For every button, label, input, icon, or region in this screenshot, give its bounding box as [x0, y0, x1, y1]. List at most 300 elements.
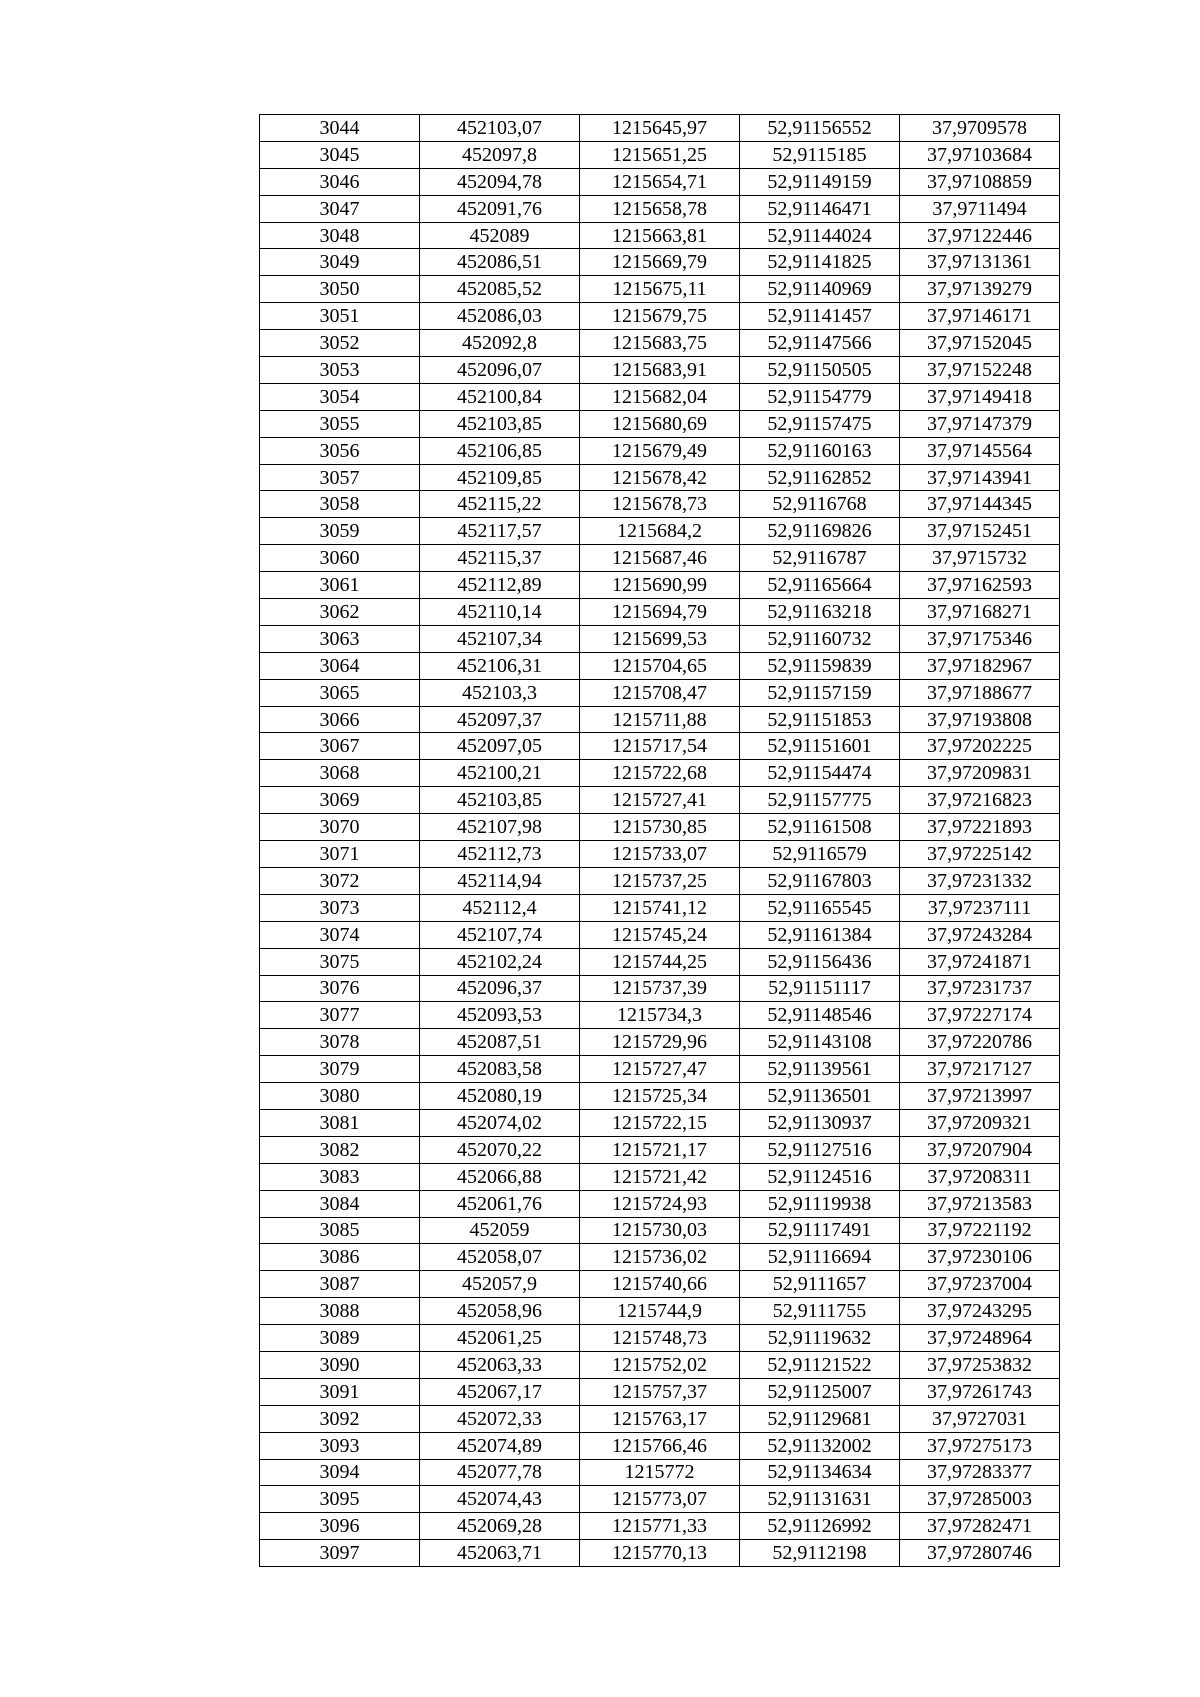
longitude-cell: 37,97283377 — [900, 1459, 1060, 1486]
longitude-cell: 37,97275173 — [900, 1432, 1060, 1459]
y-coordinate-cell: 1215682,04 — [580, 383, 740, 410]
y-coordinate-cell: 1215678,42 — [580, 464, 740, 491]
x-coordinate-cell: 452115,37 — [420, 545, 580, 572]
latitude-cell: 52,91134634 — [740, 1459, 900, 1486]
x-coordinate-cell: 452080,19 — [420, 1083, 580, 1110]
longitude-cell: 37,97221192 — [900, 1217, 1060, 1244]
latitude-cell: 52,91141457 — [740, 303, 900, 330]
x-coordinate-cell: 452092,8 — [420, 330, 580, 357]
y-coordinate-cell: 1215733,07 — [580, 841, 740, 868]
x-coordinate-cell: 452063,33 — [420, 1351, 580, 1378]
table-row — [260, 975, 1060, 1002]
x-coordinate-cell: 452087,51 — [420, 1029, 580, 1056]
x-coordinate-cell: 452083,58 — [420, 1056, 580, 1083]
point-number-cell: 3075 — [260, 948, 420, 975]
x-coordinate-cell: 452058,96 — [420, 1298, 580, 1325]
x-coordinate-cell: 452107,34 — [420, 625, 580, 652]
longitude-cell: 37,97207904 — [900, 1136, 1060, 1163]
latitude-cell: 52,91141825 — [740, 249, 900, 276]
latitude-cell: 52,91148546 — [740, 1002, 900, 1029]
point-number-cell: 3094 — [260, 1459, 420, 1486]
point-number-cell: 3054 — [260, 383, 420, 410]
table-row — [260, 760, 1060, 787]
latitude-cell: 52,91117491 — [740, 1217, 900, 1244]
y-coordinate-cell: 1215748,73 — [580, 1325, 740, 1352]
point-number-cell: 3052 — [260, 330, 420, 357]
x-coordinate-cell: 452110,14 — [420, 599, 580, 626]
table-row — [260, 1298, 1060, 1325]
y-coordinate-cell: 1215717,54 — [580, 733, 740, 760]
point-number-cell: 3046 — [260, 168, 420, 195]
x-coordinate-cell: 452100,21 — [420, 760, 580, 787]
y-coordinate-cell: 1215721,17 — [580, 1136, 740, 1163]
latitude-cell: 52,91160163 — [740, 437, 900, 464]
longitude-cell: 37,97147379 — [900, 410, 1060, 437]
latitude-cell: 52,9116768 — [740, 491, 900, 518]
point-number-cell: 3097 — [260, 1540, 420, 1567]
table-row — [260, 518, 1060, 545]
y-coordinate-cell: 1215678,73 — [580, 491, 740, 518]
point-number-cell: 3090 — [260, 1351, 420, 1378]
point-number-cell: 3066 — [260, 706, 420, 733]
longitude-cell: 37,97188677 — [900, 679, 1060, 706]
table-row — [260, 1351, 1060, 1378]
longitude-cell: 37,97209831 — [900, 760, 1060, 787]
longitude-cell: 37,97253832 — [900, 1351, 1060, 1378]
y-coordinate-cell: 1215729,96 — [580, 1029, 740, 1056]
table-row — [260, 491, 1060, 518]
point-number-cell: 3091 — [260, 1378, 420, 1405]
y-coordinate-cell: 1215752,02 — [580, 1351, 740, 1378]
longitude-cell: 37,97227174 — [900, 1002, 1060, 1029]
y-coordinate-cell: 1215645,97 — [580, 115, 740, 142]
table-row — [260, 437, 1060, 464]
y-coordinate-cell: 1215772 — [580, 1459, 740, 1486]
longitude-cell: 37,97145564 — [900, 437, 1060, 464]
latitude-cell: 52,91167803 — [740, 867, 900, 894]
longitude-cell: 37,97282471 — [900, 1513, 1060, 1540]
point-number-cell: 3061 — [260, 572, 420, 599]
longitude-cell: 37,97208311 — [900, 1163, 1060, 1190]
table-row — [260, 1540, 1060, 1567]
point-number-cell: 3088 — [260, 1298, 420, 1325]
point-number-cell: 3058 — [260, 491, 420, 518]
point-number-cell: 3069 — [260, 787, 420, 814]
point-number-cell: 3080 — [260, 1083, 420, 1110]
table-row — [260, 249, 1060, 276]
latitude-cell: 52,91149159 — [740, 168, 900, 195]
x-coordinate-cell: 452094,78 — [420, 168, 580, 195]
y-coordinate-cell: 1215744,9 — [580, 1298, 740, 1325]
point-number-cell: 3063 — [260, 625, 420, 652]
latitude-cell: 52,91157775 — [740, 787, 900, 814]
table-row — [260, 1163, 1060, 1190]
longitude-cell: 37,97217127 — [900, 1056, 1060, 1083]
point-number-cell: 3077 — [260, 1002, 420, 1029]
y-coordinate-cell: 1215725,34 — [580, 1083, 740, 1110]
table-row — [260, 1325, 1060, 1352]
table-row — [260, 814, 1060, 841]
latitude-cell: 52,91131631 — [740, 1486, 900, 1513]
point-number-cell: 3064 — [260, 652, 420, 679]
longitude-cell: 37,97243284 — [900, 921, 1060, 948]
point-number-cell: 3095 — [260, 1486, 420, 1513]
longitude-cell: 37,97237111 — [900, 894, 1060, 921]
x-coordinate-cell: 452103,85 — [420, 787, 580, 814]
longitude-cell: 37,97241871 — [900, 948, 1060, 975]
point-number-cell: 3082 — [260, 1136, 420, 1163]
table-row — [260, 1378, 1060, 1405]
y-coordinate-cell: 1215734,3 — [580, 1002, 740, 1029]
x-coordinate-cell: 452066,88 — [420, 1163, 580, 1190]
table-row — [260, 141, 1060, 168]
latitude-cell: 52,91146471 — [740, 195, 900, 222]
x-coordinate-cell: 452103,07 — [420, 115, 580, 142]
y-coordinate-cell: 1215699,53 — [580, 625, 740, 652]
latitude-cell: 52,9116579 — [740, 841, 900, 868]
longitude-cell: 37,97220786 — [900, 1029, 1060, 1056]
table-row — [260, 625, 1060, 652]
latitude-cell: 52,91119632 — [740, 1325, 900, 1352]
x-coordinate-cell: 452091,76 — [420, 195, 580, 222]
table-row — [260, 222, 1060, 249]
latitude-cell: 52,91161384 — [740, 921, 900, 948]
table-row — [260, 410, 1060, 437]
x-coordinate-cell: 452115,22 — [420, 491, 580, 518]
point-number-cell: 3056 — [260, 437, 420, 464]
point-number-cell: 3050 — [260, 276, 420, 303]
latitude-cell: 52,91140969 — [740, 276, 900, 303]
longitude-cell: 37,97243295 — [900, 1298, 1060, 1325]
latitude-cell: 52,9111755 — [740, 1298, 900, 1325]
x-coordinate-cell: 452061,76 — [420, 1190, 580, 1217]
point-number-cell: 3076 — [260, 975, 420, 1002]
x-coordinate-cell: 452114,94 — [420, 867, 580, 894]
table-row — [260, 1109, 1060, 1136]
point-number-cell: 3096 — [260, 1513, 420, 1540]
y-coordinate-cell: 1215771,33 — [580, 1513, 740, 1540]
table-row — [260, 1405, 1060, 1432]
y-coordinate-cell: 1215679,75 — [580, 303, 740, 330]
y-coordinate-cell: 1215741,12 — [580, 894, 740, 921]
longitude-cell: 37,97231737 — [900, 975, 1060, 1002]
point-number-cell: 3057 — [260, 464, 420, 491]
latitude-cell: 52,91154474 — [740, 760, 900, 787]
point-number-cell: 3047 — [260, 195, 420, 222]
x-coordinate-cell: 452097,37 — [420, 706, 580, 733]
point-number-cell: 3070 — [260, 814, 420, 841]
table-row — [260, 1486, 1060, 1513]
table-row — [260, 894, 1060, 921]
longitude-cell: 37,97143941 — [900, 464, 1060, 491]
x-coordinate-cell: 452067,17 — [420, 1378, 580, 1405]
longitude-cell: 37,97152248 — [900, 357, 1060, 384]
x-coordinate-cell: 452103,3 — [420, 679, 580, 706]
point-number-cell: 3084 — [260, 1190, 420, 1217]
latitude-cell: 52,91125007 — [740, 1378, 900, 1405]
latitude-cell: 52,91129681 — [740, 1405, 900, 1432]
y-coordinate-cell: 1215740,66 — [580, 1271, 740, 1298]
longitude-cell: 37,97131361 — [900, 249, 1060, 276]
point-number-cell: 3045 — [260, 141, 420, 168]
table-row — [260, 1190, 1060, 1217]
latitude-cell: 52,91147566 — [740, 330, 900, 357]
latitude-cell: 52,91136501 — [740, 1083, 900, 1110]
latitude-cell: 52,91165664 — [740, 572, 900, 599]
table-row — [260, 357, 1060, 384]
y-coordinate-cell: 1215683,75 — [580, 330, 740, 357]
x-coordinate-cell: 452106,31 — [420, 652, 580, 679]
table-row — [260, 867, 1060, 894]
table-row — [260, 679, 1060, 706]
x-coordinate-cell: 452096,07 — [420, 357, 580, 384]
point-number-cell: 3051 — [260, 303, 420, 330]
longitude-cell: 37,97213997 — [900, 1083, 1060, 1110]
x-coordinate-cell: 452097,8 — [420, 141, 580, 168]
latitude-cell: 52,91162852 — [740, 464, 900, 491]
point-number-cell: 3068 — [260, 760, 420, 787]
table-row — [260, 1244, 1060, 1271]
latitude-cell: 52,91150505 — [740, 357, 900, 384]
longitude-cell: 37,97231332 — [900, 867, 1060, 894]
y-coordinate-cell: 1215727,47 — [580, 1056, 740, 1083]
latitude-cell: 52,91132002 — [740, 1432, 900, 1459]
latitude-cell: 52,91127516 — [740, 1136, 900, 1163]
x-coordinate-cell: 452097,05 — [420, 733, 580, 760]
table-row — [260, 303, 1060, 330]
table-row — [260, 545, 1060, 572]
point-number-cell: 3053 — [260, 357, 420, 384]
latitude-cell: 52,91161508 — [740, 814, 900, 841]
table-row — [260, 572, 1060, 599]
table-row — [260, 1056, 1060, 1083]
table-row — [260, 652, 1060, 679]
x-coordinate-cell: 452069,28 — [420, 1513, 580, 1540]
latitude-cell: 52,9116787 — [740, 545, 900, 572]
longitude-cell: 37,97139279 — [900, 276, 1060, 303]
x-coordinate-cell: 452096,37 — [420, 975, 580, 1002]
latitude-cell: 52,91126992 — [740, 1513, 900, 1540]
y-coordinate-cell: 1215684,2 — [580, 518, 740, 545]
point-number-cell: 3085 — [260, 1217, 420, 1244]
table-row — [260, 733, 1060, 760]
longitude-cell: 37,97144345 — [900, 491, 1060, 518]
latitude-cell: 52,91151853 — [740, 706, 900, 733]
latitude-cell: 52,91160732 — [740, 625, 900, 652]
table-row — [260, 948, 1060, 975]
y-coordinate-cell: 1215730,85 — [580, 814, 740, 841]
latitude-cell: 52,91116694 — [740, 1244, 900, 1271]
longitude-cell: 37,9727031 — [900, 1405, 1060, 1432]
table-row — [260, 115, 1060, 142]
table-row — [260, 921, 1060, 948]
y-coordinate-cell: 1215727,41 — [580, 787, 740, 814]
point-number-cell: 3071 — [260, 841, 420, 868]
table-row — [260, 1029, 1060, 1056]
point-number-cell: 3093 — [260, 1432, 420, 1459]
x-coordinate-cell: 452103,85 — [420, 410, 580, 437]
table-row — [260, 383, 1060, 410]
x-coordinate-cell: 452057,9 — [420, 1271, 580, 1298]
point-number-cell: 3065 — [260, 679, 420, 706]
y-coordinate-cell: 1215704,65 — [580, 652, 740, 679]
point-number-cell: 3072 — [260, 867, 420, 894]
longitude-cell: 37,97152045 — [900, 330, 1060, 357]
longitude-cell: 37,97193808 — [900, 706, 1060, 733]
longitude-cell: 37,97152451 — [900, 518, 1060, 545]
latitude-cell: 52,91139561 — [740, 1056, 900, 1083]
table-row — [260, 1136, 1060, 1163]
latitude-cell: 52,91159839 — [740, 652, 900, 679]
latitude-cell: 52,91169826 — [740, 518, 900, 545]
x-coordinate-cell: 452058,07 — [420, 1244, 580, 1271]
x-coordinate-cell: 452112,4 — [420, 894, 580, 921]
y-coordinate-cell: 1215690,99 — [580, 572, 740, 599]
x-coordinate-cell: 452074,43 — [420, 1486, 580, 1513]
x-coordinate-cell: 452086,51 — [420, 249, 580, 276]
longitude-cell: 37,9709578 — [900, 115, 1060, 142]
y-coordinate-cell: 1215711,88 — [580, 706, 740, 733]
latitude-cell: 52,91157475 — [740, 410, 900, 437]
latitude-cell: 52,91154779 — [740, 383, 900, 410]
longitude-cell: 37,9715732 — [900, 545, 1060, 572]
latitude-cell: 52,91151117 — [740, 975, 900, 1002]
longitude-cell: 37,97248964 — [900, 1325, 1060, 1352]
longitude-cell: 37,97285003 — [900, 1486, 1060, 1513]
y-coordinate-cell: 1215722,68 — [580, 760, 740, 787]
latitude-cell: 52,91156436 — [740, 948, 900, 975]
x-coordinate-cell: 452093,53 — [420, 1002, 580, 1029]
table-row — [260, 195, 1060, 222]
y-coordinate-cell: 1215744,25 — [580, 948, 740, 975]
table-row — [260, 464, 1060, 491]
y-coordinate-cell: 1215737,25 — [580, 867, 740, 894]
table-row — [260, 787, 1060, 814]
x-coordinate-cell: 452107,98 — [420, 814, 580, 841]
y-coordinate-cell: 1215736,02 — [580, 1244, 740, 1271]
point-number-cell: 3081 — [260, 1109, 420, 1136]
x-coordinate-cell: 452070,22 — [420, 1136, 580, 1163]
y-coordinate-cell: 1215663,81 — [580, 222, 740, 249]
longitude-cell: 37,97182967 — [900, 652, 1060, 679]
y-coordinate-cell: 1215757,37 — [580, 1378, 740, 1405]
x-coordinate-cell: 452112,89 — [420, 572, 580, 599]
y-coordinate-cell: 1215722,15 — [580, 1109, 740, 1136]
y-coordinate-cell: 1215683,91 — [580, 357, 740, 384]
y-coordinate-cell: 1215708,47 — [580, 679, 740, 706]
longitude-cell: 37,97108859 — [900, 168, 1060, 195]
longitude-cell: 37,97261743 — [900, 1378, 1060, 1405]
y-coordinate-cell: 1215773,07 — [580, 1486, 740, 1513]
latitude-cell: 52,91124516 — [740, 1163, 900, 1190]
y-coordinate-cell: 1215679,49 — [580, 437, 740, 464]
latitude-cell: 52,91163218 — [740, 599, 900, 626]
x-coordinate-cell: 452086,03 — [420, 303, 580, 330]
point-number-cell: 3078 — [260, 1029, 420, 1056]
x-coordinate-cell: 452063,71 — [420, 1540, 580, 1567]
point-number-cell: 3083 — [260, 1163, 420, 1190]
longitude-cell: 37,97225142 — [900, 841, 1060, 868]
y-coordinate-cell: 1215687,46 — [580, 545, 740, 572]
y-coordinate-cell: 1215766,46 — [580, 1432, 740, 1459]
x-coordinate-cell: 452074,02 — [420, 1109, 580, 1136]
x-coordinate-cell: 452106,85 — [420, 437, 580, 464]
x-coordinate-cell: 452100,84 — [420, 383, 580, 410]
table-row — [260, 1271, 1060, 1298]
point-number-cell: 3044 — [260, 115, 420, 142]
y-coordinate-cell: 1215658,78 — [580, 195, 740, 222]
point-number-cell: 3079 — [260, 1056, 420, 1083]
y-coordinate-cell: 1215763,17 — [580, 1405, 740, 1432]
point-number-cell: 3059 — [260, 518, 420, 545]
point-number-cell: 3087 — [260, 1271, 420, 1298]
x-coordinate-cell: 452117,57 — [420, 518, 580, 545]
latitude-cell: 52,91165545 — [740, 894, 900, 921]
y-coordinate-cell: 1215669,79 — [580, 249, 740, 276]
x-coordinate-cell: 452074,89 — [420, 1432, 580, 1459]
y-coordinate-cell: 1215737,39 — [580, 975, 740, 1002]
table-row — [260, 1002, 1060, 1029]
table-row — [260, 706, 1060, 733]
longitude-cell: 37,97146171 — [900, 303, 1060, 330]
point-number-cell: 3067 — [260, 733, 420, 760]
table-row — [260, 599, 1060, 626]
latitude-cell: 52,91121522 — [740, 1351, 900, 1378]
point-number-cell: 3062 — [260, 599, 420, 626]
point-number-cell: 3086 — [260, 1244, 420, 1271]
y-coordinate-cell: 1215675,11 — [580, 276, 740, 303]
y-coordinate-cell: 1215680,69 — [580, 410, 740, 437]
point-number-cell: 3074 — [260, 921, 420, 948]
latitude-cell: 52,91157159 — [740, 679, 900, 706]
x-coordinate-cell: 452059 — [420, 1217, 580, 1244]
longitude-cell: 37,97237004 — [900, 1271, 1060, 1298]
y-coordinate-cell: 1215730,03 — [580, 1217, 740, 1244]
longitude-cell: 37,97162593 — [900, 572, 1060, 599]
y-coordinate-cell: 1215694,79 — [580, 599, 740, 626]
longitude-cell: 37,97149418 — [900, 383, 1060, 410]
longitude-cell: 37,9711494 — [900, 195, 1060, 222]
y-coordinate-cell: 1215770,13 — [580, 1540, 740, 1567]
point-number-cell: 3049 — [260, 249, 420, 276]
longitude-cell: 37,97280746 — [900, 1540, 1060, 1567]
y-coordinate-cell: 1215721,42 — [580, 1163, 740, 1190]
coordinates-table-body — [260, 115, 1060, 1567]
longitude-cell: 37,97175346 — [900, 625, 1060, 652]
point-number-cell: 3092 — [260, 1405, 420, 1432]
latitude-cell: 52,91130937 — [740, 1109, 900, 1136]
x-coordinate-cell: 452085,52 — [420, 276, 580, 303]
x-coordinate-cell: 452109,85 — [420, 464, 580, 491]
table-row — [260, 841, 1060, 868]
table-row — [260, 276, 1060, 303]
longitude-cell: 37,97202225 — [900, 733, 1060, 760]
latitude-cell: 52,9115185 — [740, 141, 900, 168]
y-coordinate-cell: 1215745,24 — [580, 921, 740, 948]
latitude-cell: 52,9112198 — [740, 1540, 900, 1567]
longitude-cell: 37,97216823 — [900, 787, 1060, 814]
longitude-cell: 37,97168271 — [900, 599, 1060, 626]
latitude-cell: 52,9111657 — [740, 1271, 900, 1298]
y-coordinate-cell: 1215724,93 — [580, 1190, 740, 1217]
longitude-cell: 37,97213583 — [900, 1190, 1060, 1217]
latitude-cell: 52,91144024 — [740, 222, 900, 249]
x-coordinate-cell: 452089 — [420, 222, 580, 249]
longitude-cell: 37,97103684 — [900, 141, 1060, 168]
x-coordinate-cell: 452107,74 — [420, 921, 580, 948]
longitude-cell: 37,97221893 — [900, 814, 1060, 841]
longitude-cell: 37,97209321 — [900, 1109, 1060, 1136]
